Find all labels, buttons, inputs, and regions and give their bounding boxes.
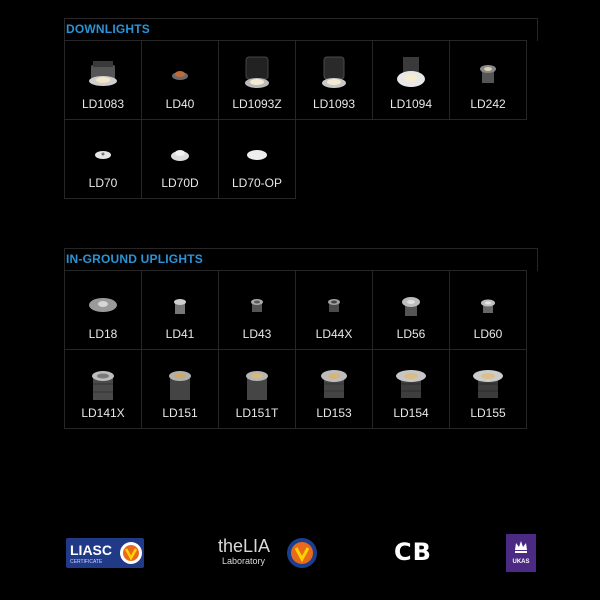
- section-title: IN-GROUND UPLIGHTS: [66, 252, 203, 266]
- product-image: [373, 277, 449, 333]
- product-cell-ld151t[interactable]: [218, 349, 296, 429]
- ukas-logo: [506, 534, 536, 572]
- lia-logo-name: LIA: [243, 536, 271, 556]
- product-label: LD155: [470, 406, 506, 420]
- product-label: LD70-OP: [231, 176, 283, 190]
- product-label: LD1093: [312, 97, 356, 111]
- product-label: LD151: [162, 406, 198, 420]
- lia-logo-subtitle: Laboratory: [222, 556, 266, 566]
- product-cell-ld60[interactable]: [449, 270, 527, 350]
- product-label: LD1094: [389, 97, 433, 111]
- ukas-logo-text: UKAS: [512, 559, 530, 565]
- lia-seal-icon: [284, 534, 320, 572]
- product-cell-ld43[interactable]: [218, 270, 296, 350]
- product-image: [450, 277, 526, 333]
- product-cell-ld153[interactable]: [295, 349, 373, 429]
- product-cell-ld151[interactable]: [141, 349, 219, 429]
- grid-row: [64, 270, 526, 349]
- product-cell-ld1093[interactable]: [295, 40, 373, 120]
- product-label: LD43: [242, 327, 272, 341]
- product-cell-ld70-op[interactable]: [218, 119, 296, 199]
- product-image: [65, 126, 141, 182]
- product-cell-ld56[interactable]: [372, 270, 450, 350]
- product-image: [142, 47, 218, 103]
- product-image: [373, 356, 449, 412]
- product-label: LD141X: [81, 406, 125, 420]
- product-cell-ld41[interactable]: [141, 270, 219, 350]
- product-label: LD151T: [235, 406, 279, 420]
- product-label: LD1093Z: [232, 97, 282, 111]
- product-label: LD1083: [81, 97, 125, 111]
- product-label: LD18: [88, 327, 118, 341]
- product-cell-ld1094[interactable]: [372, 40, 450, 120]
- product-cell-ld40[interactable]: [141, 40, 219, 120]
- product-label: LD56: [396, 327, 426, 341]
- product-label: LD41: [165, 327, 195, 341]
- product-label: LD44X: [315, 327, 353, 341]
- product-image: [65, 356, 141, 412]
- product-label: LD70D: [161, 176, 199, 190]
- product-cell-ld18[interactable]: [64, 270, 142, 350]
- product-label: LD70: [88, 176, 118, 190]
- product-cell-ld1093z[interactable]: [218, 40, 296, 120]
- grid-row: [64, 349, 526, 428]
- crown-icon: [513, 538, 529, 556]
- product-image: [65, 277, 141, 333]
- product-label: LD154: [393, 406, 429, 420]
- product-cell-ld154[interactable]: [372, 349, 450, 429]
- product-image: [142, 126, 218, 182]
- product-cell-ld155[interactable]: [449, 349, 527, 429]
- product-image: [65, 47, 141, 103]
- product-label: LD153: [316, 406, 352, 420]
- product-image: [296, 277, 372, 333]
- product-label: LD40: [165, 97, 195, 111]
- product-cell-ld242[interactable]: [449, 40, 527, 120]
- product-cell-ld70[interactable]: [64, 119, 142, 199]
- product-image: [219, 277, 295, 333]
- grid-row: [64, 40, 526, 119]
- liasc-seal-icon: [118, 536, 144, 570]
- product-image: [219, 47, 295, 103]
- product-grid: [64, 270, 526, 428]
- product-image: [142, 356, 218, 412]
- liasc-logo-text: LIASC: [70, 542, 112, 558]
- section-title: DOWNLIGHTS: [66, 22, 150, 36]
- lia-logo-prefix: the: [218, 536, 244, 556]
- product-image: [450, 47, 526, 103]
- product-image: [219, 356, 295, 412]
- product-grid: [64, 40, 526, 198]
- lia-logo: [218, 536, 270, 557]
- certification-logos: [0, 528, 600, 578]
- product-image: [142, 277, 218, 333]
- product-cell-ld44x[interactable]: [295, 270, 373, 350]
- product-label: LD242: [470, 97, 506, 111]
- grid-row: [64, 119, 526, 198]
- product-image: [219, 126, 295, 182]
- product-cell-ld1083[interactable]: [64, 40, 142, 120]
- cb-logo: CB: [394, 538, 432, 566]
- product-image: [450, 356, 526, 412]
- product-cell-ld141x[interactable]: [64, 349, 142, 429]
- product-image: [296, 47, 372, 103]
- product-label: LD60: [473, 327, 503, 341]
- liasc-logo-subtitle: CERTIFICATE: [70, 559, 103, 565]
- product-image: [373, 47, 449, 103]
- product-cell-ld70d[interactable]: [141, 119, 219, 199]
- product-image: [296, 356, 372, 412]
